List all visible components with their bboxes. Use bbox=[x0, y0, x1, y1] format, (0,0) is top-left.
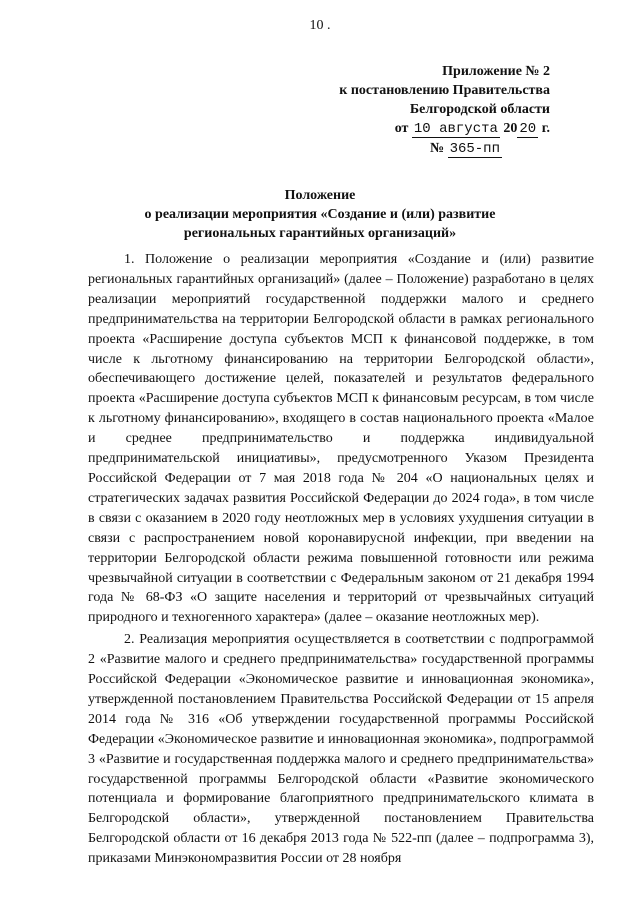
date-value: 10 августа bbox=[413, 121, 498, 137]
number-value: 365-пп bbox=[449, 141, 500, 157]
appendix-number-line bbox=[290, 139, 550, 159]
year-suffix: г. bbox=[541, 121, 550, 136]
document-body bbox=[88, 250, 594, 871]
year-value: 20 bbox=[519, 121, 537, 137]
title-line-1: Положение bbox=[284, 188, 356, 203]
appendix-header bbox=[290, 62, 550, 159]
document-title bbox=[60, 186, 580, 243]
number-prefix: № bbox=[430, 141, 445, 156]
appendix-region: Белгородской области bbox=[409, 102, 550, 117]
appendix-reference: к постановлению Правительства bbox=[339, 83, 550, 98]
date-prefix: от bbox=[394, 121, 409, 136]
title-line-3: региональных гарантийных организаций» bbox=[183, 226, 457, 241]
appendix-date-line bbox=[290, 119, 550, 139]
page-number: 10 . bbox=[309, 18, 331, 33]
title-line-2: о реализации мероприятия «Создание и (или) развитие bbox=[144, 207, 496, 222]
paragraph-2: 2. Реализация мероприятия осуществляется в соответствии с подпрограммой 2 «Развитие малого и среднего предпринимательства» государственной программы Российской Федерации «Экономическое развитие и инновационная экономика», утвержденной постановлением Правительства Российской Федерации от 15 апреля 2014 года № 316 «Об утверждении государственной программы Российской Федерации «Экономическое развитие и инновационная экономика», подпрограммой 3 «Развитие и государственная поддержка малого и среднего предпринимательства» государственной программы Белгородской области «Развитие экономического потенциала и формирование благоприятного предпринимательского климата в Белгородской области», утвержденной постановлением Правительства Белгородской области от 16 декабря 2013 года № 522-пп (далее – подпрограмма 3), приказами Минэкономразвития России от 28 ноября bbox=[88, 632, 594, 867]
appendix-title: Приложение № 2 bbox=[442, 64, 550, 79]
paragraph-1: 1. Положение о реализации мероприятия «Создание и (или) развитие региональных гарантийных организаций» (далее – Положение) разработано в целях реализации мероприятий государственной поддержки малого и среднего предпринимательства на территории Белгородской области в рамках регионального проекта «Расширение доступа субъектов МСП к финансовой поддержке, в том числе к льготному финансированию на территории Белгородской области», обеспечивающего достижение целей, показателей и результатов федерального проекта «Расширение доступа субъектов МСП к финансовым ресурсам, в том числе к льготному финансированию», входящего в состав национального проекта «Малое и среднее предпринимательство и поддержка индивидуальной предпринимательской инициативы», предусмотренного Указом Президента Российской Федерации от 7 мая 2018 года № 204 «О национальных целях и стратегических задачах развития Российской Федерации до 2024 года», в том числе в связи с оказанием в 2020 году неотложных мер в условиях ухудшения ситуации в связи с распространением новой коронавирусной инфекции, при введении на территории Белгородской области режима повышенной готовности или режима чрезвычайной ситуации в соответствии с Федеральным законом от 21 декабря 1994 года № 68-ФЗ «О защите населения и территорий от чрезвычайных ситуаций природного и техногенного характера» (далее – оказание неотложных мер). bbox=[88, 252, 594, 626]
year-prefix: 20 bbox=[503, 121, 518, 136]
